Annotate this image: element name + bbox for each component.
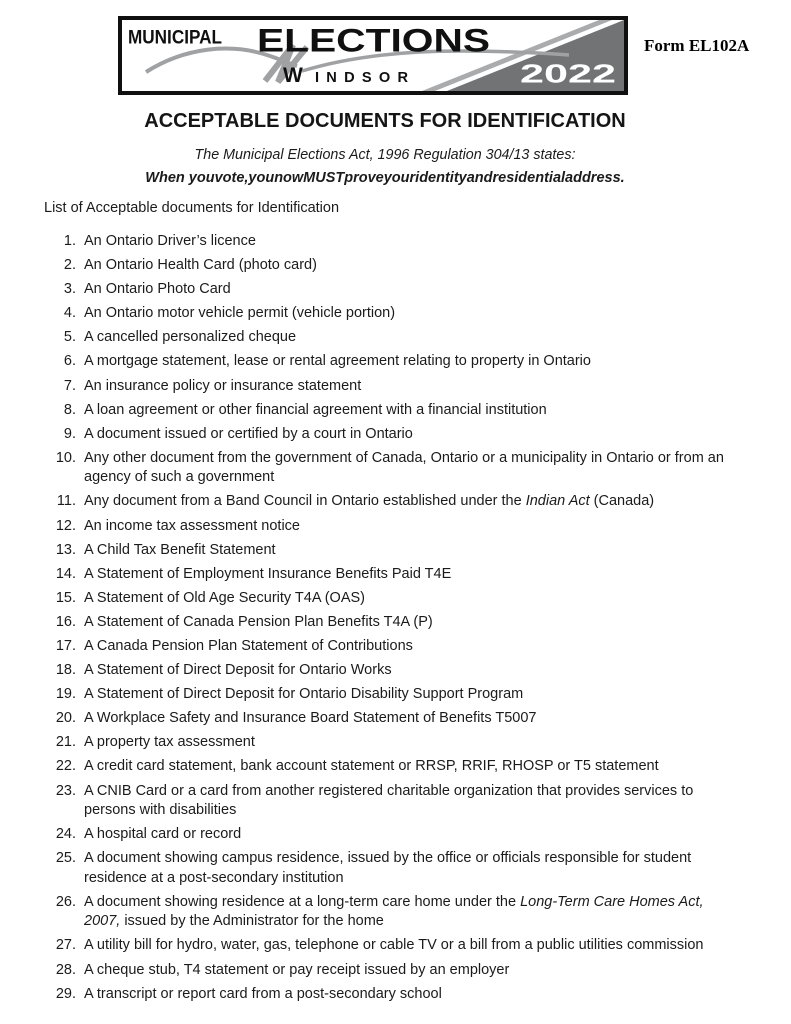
logo-elections-text: ELECTIONS	[257, 22, 490, 59]
list-item-text: A Statement of Old Age Security T4A (OAS)	[84, 589, 366, 606]
list-item-number: 14.	[55, 565, 76, 582]
list-item-text: A document issued or certified by a court in Ontario	[84, 425, 413, 442]
list-item	[44, 849, 791, 888]
list-item-number: 5.	[63, 329, 76, 346]
list-item	[44, 936, 791, 956]
list-item-text: An insurance policy or insurance statement	[84, 377, 362, 394]
list-item	[44, 637, 791, 657]
list-item-number: 12.	[55, 517, 76, 534]
list-item-number: 18.	[55, 662, 76, 679]
list-item	[44, 589, 791, 609]
list-item-text: An income tax assessment notice	[84, 517, 300, 534]
list-item	[44, 377, 791, 397]
logo-graphic	[122, 20, 624, 91]
list-item-number: 8.	[63, 401, 76, 418]
list-item	[44, 352, 791, 372]
list-item-number: 25.	[55, 850, 76, 867]
list-item-number: 13.	[55, 541, 76, 558]
list-item-number: 11.	[56, 493, 76, 510]
list-item-number: 29.	[55, 985, 76, 1002]
list-item-number: 17.	[55, 638, 76, 654]
list-item-number: 20.	[55, 710, 76, 727]
list-item-text: A Statement of Direct Deposit for Ontario Disability Support Program	[84, 686, 524, 703]
logo-municipal-text: MUNICIPAL	[128, 26, 223, 49]
list-item-number: 6.	[63, 353, 76, 370]
list-item-text: A Child Tax Benefit Statement	[84, 541, 276, 558]
list-item-text: A credit card statement, bank account statement or RRSP, RRIF, RHOSP or T5 statement	[84, 758, 659, 775]
list-item-text: A Canada Pension Plan Statement of Contributions	[84, 638, 413, 654]
list-item	[44, 733, 791, 753]
list-item-number: 26.	[55, 893, 76, 910]
list-item	[44, 425, 791, 445]
list-item-number: 7.	[63, 377, 76, 394]
list-item-number: 21.	[55, 734, 76, 751]
list-item	[44, 401, 791, 421]
list-item-number: 19.	[55, 686, 76, 703]
list-item-number: 1.	[63, 233, 76, 249]
regulation-statement: The Municipal Elections Act, 1996 Regulation 304/13 states:	[194, 147, 576, 163]
list-item-number: 28.	[55, 961, 76, 978]
list-item	[44, 782, 791, 821]
list-item-text: A document showing residence at a long-term care home under the Long-Term Care Homes Act, 2007, issued by the Administrator for the home	[84, 893, 704, 930]
document-list	[44, 232, 791, 1004]
list-item	[44, 328, 791, 348]
list-item	[44, 893, 791, 932]
logo-windsor-rest: INDSOR	[315, 70, 408, 86]
list-item-text: A property tax assessment	[84, 734, 255, 751]
logo-year-text: 2022	[520, 58, 616, 89]
list-item-number: 22.	[55, 758, 76, 775]
list-item-number: 16.	[55, 613, 76, 630]
list-item	[44, 757, 791, 777]
list-item	[44, 661, 791, 681]
list-item-text: An Ontario motor vehicle permit (vehicle portion)	[84, 305, 396, 322]
list-item-text: A cheque stub, T4 statement or pay receipt issued by an employer	[84, 961, 510, 978]
list-item-number: 10.	[55, 449, 76, 466]
list-item-text: A hospital card or record	[84, 826, 242, 843]
form-number: Form EL102A	[644, 36, 750, 55]
list-item-text: Any other document from the government of Canada, Ontario or a municipality in Ontario or from an agency of such a government	[84, 449, 724, 486]
list-item-text: A Workplace Safety and Insurance Board Statement of Benefits T5007	[84, 710, 537, 727]
list-item-number: 27.	[55, 937, 76, 954]
list-item	[44, 709, 791, 729]
page-title: ACCEPTABLE DOCUMENTS FOR IDENTIFICATION	[144, 110, 626, 132]
list-item-number: 4.	[63, 305, 76, 322]
list-item-text: A Statement of Employment Insurance Benefits Paid T4E	[84, 565, 452, 582]
list-item-text: Any document from a Band Council in Ontario established under the Indian Act (Canada)	[84, 493, 655, 510]
vote-requirement-statement: When youvote,younowMUSTproveyouridentityandresidentialaddress.	[145, 170, 625, 186]
list-item	[44, 541, 791, 561]
list-item	[44, 304, 791, 324]
list-item-text: A cancelled personalized cheque	[84, 329, 297, 346]
list-item-text: A loan agreement or other financial agreement with a financial institution	[84, 401, 547, 418]
list-item	[44, 232, 791, 252]
header	[0, 0, 791, 96]
list-item-number: 15.	[55, 589, 76, 606]
list-item-text: A document showing campus residence, issued by the office or officials responsible for student residence at a post-secondary institution	[84, 850, 692, 886]
list-item	[44, 685, 791, 705]
list-item-number: 2.	[63, 257, 76, 274]
list-item	[44, 256, 791, 276]
list-item	[44, 280, 791, 300]
list-item	[44, 961, 791, 981]
list-item	[44, 985, 791, 1005]
list-item-text: A utility bill for hydro, water, gas, telephone or cable TV or a bill from a public utilities commission	[84, 937, 704, 954]
list-item	[44, 613, 791, 633]
list-item	[44, 517, 791, 537]
municipal-elections-windsor-logo	[118, 16, 628, 95]
list-item-text: A mortgage statement, lease or rental agreement relating to property in Ontario	[84, 353, 591, 370]
list-item-number: 9.	[63, 425, 76, 442]
list-item-text: A transcript or report card from a post-secondary school	[84, 985, 442, 1002]
list-item-text: A CNIB Card or a card from another registered charitable organization that provides services to persons with disabilities	[84, 782, 694, 819]
list-item	[44, 449, 791, 488]
logo-windsor-initial: W	[283, 64, 303, 87]
list-item-number: 23.	[55, 782, 76, 799]
list-intro: List of Acceptable documents for Identification	[44, 200, 340, 216]
list-item	[44, 565, 791, 585]
list-item-text: An Ontario Driver’s licence	[84, 233, 256, 249]
list-item-number: 24.	[55, 826, 76, 843]
list-item	[44, 825, 791, 845]
list-item-text: An Ontario Photo Card	[84, 281, 231, 298]
list-item-text: A Statement of Direct Deposit for Ontario Works	[84, 662, 392, 679]
list-item-number: 3.	[63, 281, 76, 298]
list-item	[44, 492, 791, 512]
list-item-text: An Ontario Health Card (photo card)	[84, 257, 317, 274]
list-item-text: A Statement of Canada Pension Plan Benefits T4A (P)	[84, 613, 433, 630]
